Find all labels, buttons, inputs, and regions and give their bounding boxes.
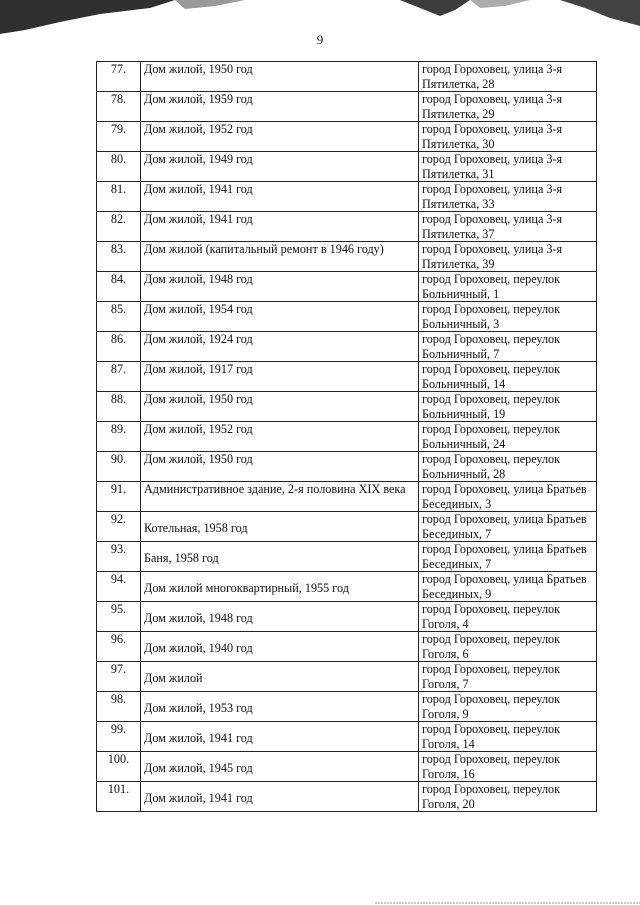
object-address: город Гороховец, переулок Гоголя, 4: [419, 602, 597, 632]
table-row: [97, 242, 597, 272]
object-name: Дом жилой, 1950 год: [141, 62, 419, 92]
table-row: [97, 662, 597, 692]
object-name: Дом жилой, 1941 год: [141, 722, 419, 752]
row-number: 92.: [97, 512, 141, 542]
object-address: город Гороховец, переулок Гоголя, 7: [419, 662, 597, 692]
row-number: 86.: [97, 332, 141, 362]
object-name: Дом жилой, 1941 год: [141, 182, 419, 212]
table-row: [97, 422, 597, 452]
object-name: Дом жилой, 1924 год: [141, 332, 419, 362]
object-address: город Гороховец, переулок Гоголя, 14: [419, 722, 597, 752]
row-number: 91.: [97, 482, 141, 512]
object-address: город Гороховец, улица 3-я Пятилетка, 33: [419, 182, 597, 212]
object-name: Дом жилой, 1952 год: [141, 422, 419, 452]
object-name: Дом жилой (капитальный ремонт в 1946 году): [141, 242, 419, 272]
scan-shadow-bottom: [375, 893, 640, 905]
row-number: 96.: [97, 632, 141, 662]
object-address: город Гороховец, переулок Гоголя, 9: [419, 692, 597, 722]
object-address: город Гороховец, улица 3-я Пятилетка, 30: [419, 122, 597, 152]
object-address: город Гороховец, улица 3-я Пятилетка, 31: [419, 152, 597, 182]
object-address: город Гороховец, улица 3-я Пятилетка, 28: [419, 62, 597, 92]
object-address: город Гороховец, улица Братьев Бесединых, 7: [419, 512, 597, 542]
object-address: город Гороховец, улица Братьев Бесединых, 3: [419, 482, 597, 512]
table-row: [97, 272, 597, 302]
table-row: [97, 752, 597, 782]
row-number: 80.: [97, 152, 141, 182]
object-name: Дом жилой, 1950 год: [141, 452, 419, 482]
registry-table-body: [97, 62, 597, 812]
table-row: [97, 332, 597, 362]
object-address: город Гороховец, переулок Больничный, 19: [419, 392, 597, 422]
table-row: [97, 92, 597, 122]
row-number: 99.: [97, 722, 141, 752]
row-number: 77.: [97, 62, 141, 92]
row-number: 100.: [97, 752, 141, 782]
row-number: 93.: [97, 542, 141, 572]
object-address: город Гороховец, переулок Больничный, 7: [419, 332, 597, 362]
table-row: [97, 572, 597, 602]
object-address: город Гороховец, переулок Гоголя, 20: [419, 782, 597, 812]
row-number: 81.: [97, 182, 141, 212]
row-number: 95.: [97, 602, 141, 632]
row-number: 89.: [97, 422, 141, 452]
object-address: город Гороховец, переулок Больничный, 3: [419, 302, 597, 332]
object-name: Дом жилой, 1954 год: [141, 302, 419, 332]
table-row: [97, 62, 597, 92]
object-name: Баня, 1958 год: [141, 542, 419, 572]
row-number: 78.: [97, 92, 141, 122]
row-number: 97.: [97, 662, 141, 692]
row-number: 101.: [97, 782, 141, 812]
row-number: 87.: [97, 362, 141, 392]
registry-table: [96, 61, 597, 812]
object-address: город Гороховец, переулок Больничный, 24: [419, 422, 597, 452]
object-address: город Гороховец, переулок Больничный, 28: [419, 452, 597, 482]
row-number: 98.: [97, 692, 141, 722]
row-number: 85.: [97, 302, 141, 332]
table-row: [97, 452, 597, 482]
table-row: [97, 782, 597, 812]
object-name: Административное здание, 2-я половина XIX века: [141, 482, 419, 512]
object-address: город Гороховец, улица 3-я Пятилетка, 37: [419, 212, 597, 242]
table-row: [97, 722, 597, 752]
table-row: [97, 212, 597, 242]
object-address: город Гороховец, улица Братьев Бесединых, 7: [419, 542, 597, 572]
table-row: [97, 512, 597, 542]
row-number: 84.: [97, 272, 141, 302]
table-row: [97, 482, 597, 512]
object-address: город Гороховец, переулок Больничный, 1: [419, 272, 597, 302]
object-address: город Гороховец, переулок Гоголя, 16: [419, 752, 597, 782]
row-number: 94.: [97, 572, 141, 602]
object-name: Дом жилой, 1948 год: [141, 272, 419, 302]
object-name: Дом жилой, 1940 год: [141, 632, 419, 662]
table-row: [97, 542, 597, 572]
object-name: Дом жилой, 1948 год: [141, 602, 419, 632]
object-name: Дом жилой, 1941 год: [141, 782, 419, 812]
object-address: город Гороховец, переулок Больничный, 14: [419, 362, 597, 392]
object-address: город Гороховец, улица 3-я Пятилетка, 39: [419, 242, 597, 272]
object-name: Дом жилой, 1917 год: [141, 362, 419, 392]
object-name: Дом жилой, 1950 год: [141, 392, 419, 422]
object-name: Дом жилой, 1959 год: [141, 92, 419, 122]
object-name: Дом жилой: [141, 662, 419, 692]
object-name: Дом жилой, 1945 год: [141, 752, 419, 782]
table-row: [97, 182, 597, 212]
object-name: Дом жилой многоквартирный, 1955 год: [141, 572, 419, 602]
object-name: Дом жилой, 1952 год: [141, 122, 419, 152]
row-number: 79.: [97, 122, 141, 152]
object-address: город Гороховец, переулок Гоголя, 6: [419, 632, 597, 662]
object-name: Котельная, 1958 год: [141, 512, 419, 542]
table-row: [97, 632, 597, 662]
table-row: [97, 602, 597, 632]
object-address: город Гороховец, улица Братьев Бесединых, 9: [419, 572, 597, 602]
object-name: Дом жилой, 1941 год: [141, 212, 419, 242]
page-number: 9: [316, 32, 324, 47]
row-number: 90.: [97, 452, 141, 482]
table-row: [97, 362, 597, 392]
object-name: Дом жилой, 1949 год: [141, 152, 419, 182]
table-row: [97, 152, 597, 182]
table-row: [97, 392, 597, 422]
table-row: [97, 122, 597, 152]
table-row: [97, 302, 597, 332]
row-number: 82.: [97, 212, 141, 242]
row-number: 83.: [97, 242, 141, 272]
table-row: [97, 692, 597, 722]
object-address: город Гороховец, улица 3-я Пятилетка, 29: [419, 92, 597, 122]
object-name: Дом жилой, 1953 год: [141, 692, 419, 722]
row-number: 88.: [97, 392, 141, 422]
